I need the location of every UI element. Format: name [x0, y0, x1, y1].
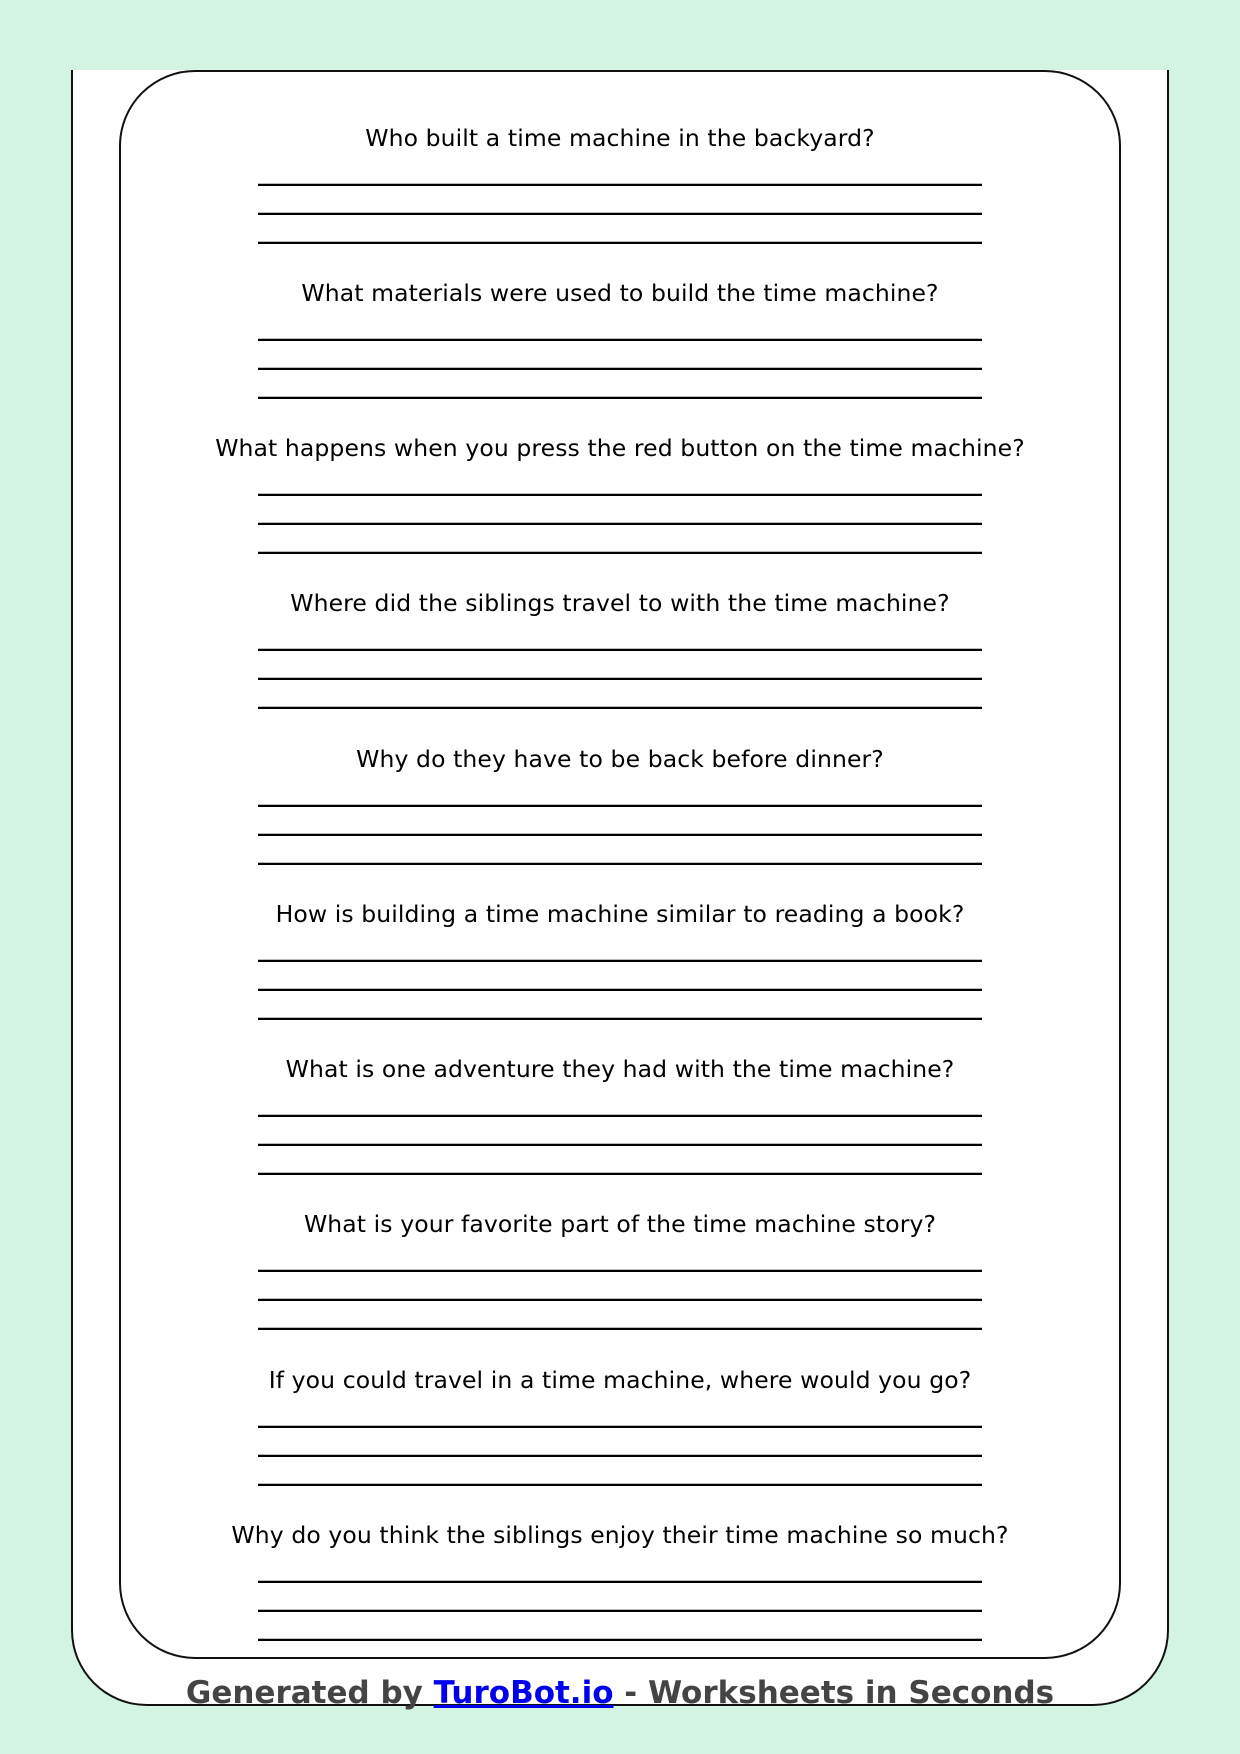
answer-line[interactable] [258, 522, 982, 525]
answer-line[interactable] [258, 241, 982, 244]
question-text: What is one adventure they had with the time machine? [285, 1055, 955, 1083]
answer-line[interactable] [258, 1172, 982, 1175]
answer-line[interactable] [258, 551, 982, 554]
footer-credit [0, 1673, 1240, 1713]
question-text: What happens when you press the red button on the time machine? [215, 434, 1025, 462]
answer-line[interactable] [258, 648, 982, 651]
answer-line[interactable] [258, 1298, 982, 1301]
question-text: Why do they have to be back before dinner? [356, 745, 884, 773]
answer-line[interactable] [258, 1609, 982, 1612]
question-text: Why do you think the siblings enjoy their time machine so much? [231, 1521, 1009, 1549]
answer-line[interactable] [258, 804, 982, 807]
answer-line[interactable] [258, 1017, 982, 1020]
question-4 [121, 589, 1119, 744]
question-5 [121, 745, 1119, 900]
question-3 [121, 434, 1119, 589]
answer-line[interactable] [258, 1454, 982, 1457]
question-6 [121, 900, 1119, 1055]
question-text: How is building a time machine similar to reading a book? [275, 900, 965, 928]
question-7 [121, 1055, 1119, 1210]
answer-line[interactable] [258, 212, 982, 215]
question-8 [121, 1210, 1119, 1365]
answer-line[interactable] [258, 396, 982, 399]
question-10 [121, 1521, 1119, 1659]
answer-line[interactable] [258, 959, 982, 962]
question-9 [121, 1366, 1119, 1521]
answer-line[interactable] [258, 1580, 982, 1583]
question-text: What materials were used to build the time machine? [301, 279, 939, 307]
turobot-link[interactable]: TuroBot.io [433, 1675, 614, 1711]
answer-line[interactable] [258, 862, 982, 865]
answer-line[interactable] [258, 1425, 982, 1428]
answer-line[interactable] [258, 1143, 982, 1146]
answer-line[interactable] [258, 1114, 982, 1117]
question-2 [121, 279, 1119, 434]
question-text: Where did the siblings travel to with the time machine? [290, 589, 950, 617]
answer-line[interactable] [258, 493, 982, 496]
question-1 [121, 124, 1119, 279]
answer-line[interactable] [258, 1269, 982, 1272]
answer-line[interactable] [258, 1483, 982, 1486]
answer-line[interactable] [258, 833, 982, 836]
answer-line[interactable] [258, 367, 982, 370]
answer-line[interactable] [258, 183, 982, 186]
answer-line[interactable] [258, 338, 982, 341]
question-text: What is your favorite part of the time machine story? [303, 1210, 937, 1238]
answer-line[interactable] [258, 988, 982, 991]
questions-card [119, 70, 1121, 1659]
question-text: If you could travel in a time machine, where would you go? [268, 1366, 972, 1394]
answer-line[interactable] [258, 706, 982, 709]
answer-line[interactable] [258, 1638, 982, 1641]
footer-suffix: - Worksheets in Seconds [613, 1675, 1055, 1711]
question-text: Who built a time machine in the backyard? [365, 124, 875, 152]
answer-line[interactable] [258, 1327, 982, 1330]
footer-prefix: Generated by [185, 1675, 434, 1711]
answer-line[interactable] [258, 677, 982, 680]
